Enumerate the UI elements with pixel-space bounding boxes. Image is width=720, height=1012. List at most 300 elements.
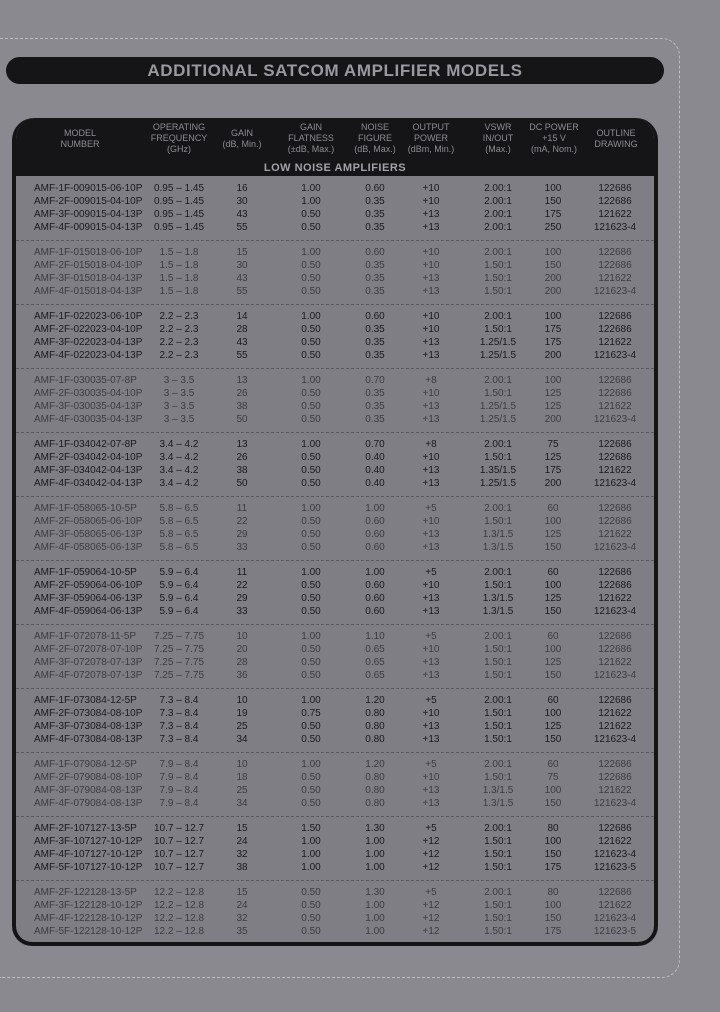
cell-outline-drawing: 121623-4 (593, 286, 637, 297)
cell-gain-flatness: 1.00 (301, 836, 321, 847)
cell-outline-drawing: 121622 (598, 273, 632, 284)
cell-noise-figure: 0.35 (365, 324, 385, 335)
cell-dc-power: 100 (544, 785, 562, 796)
cell-gain-flatness: 1.50 (301, 823, 321, 834)
cell-vswr: 1.25/1.5 (479, 478, 517, 489)
cell-gain: 38 (236, 401, 248, 412)
cell-noise-figure: 1.00 (365, 862, 385, 873)
cell-model-number: AMF-3F-073084-08-13P (34, 721, 143, 732)
cell-outline-drawing: 121623-4 (593, 414, 637, 425)
cell-gain-flatness: 0.50 (301, 772, 321, 783)
cell-gain-flatness: 1.00 (301, 849, 321, 860)
cell-frequency: 0.95 – 1.45 (153, 183, 205, 194)
table-row (16, 464, 654, 477)
table-row (16, 822, 654, 835)
cell-gain-flatness: 1.00 (301, 631, 321, 642)
table-row (16, 285, 654, 298)
cell-gain: 33 (236, 542, 248, 553)
cell-gain: 22 (236, 516, 248, 527)
cell-outline-drawing: 121622 (598, 836, 632, 847)
cell-dc-power: 175 (544, 862, 562, 873)
cell-vswr: 1.50:1 (484, 260, 512, 271)
cell-frequency: 1.5 – 1.8 (159, 247, 199, 258)
cell-model-number: AMF-2F-015018-04-10P (34, 260, 143, 271)
group-divider (16, 816, 654, 817)
group-divider (16, 240, 654, 241)
cell-output-power: +13 (422, 350, 440, 361)
cell-gain-flatness: 0.50 (301, 580, 321, 591)
cell-noise-figure: 0.40 (365, 452, 385, 463)
cell-frequency: 7.25 – 7.75 (153, 631, 205, 642)
cell-outline-drawing: 121623-5 (593, 926, 637, 937)
cell-vswr: 1.50:1 (484, 286, 512, 297)
cell-model-number: AMF-4F-079084-08-13P (34, 798, 143, 809)
cell-outline-drawing: 122686 (598, 695, 632, 706)
cell-dc-power: 200 (544, 478, 562, 489)
cell-output-power: +13 (422, 657, 440, 668)
cell-gain: 34 (236, 798, 248, 809)
cell-model-number: AMF-4F-122128-10-12P (34, 913, 143, 924)
table-row (16, 784, 654, 797)
cell-noise-figure: 0.35 (365, 273, 385, 284)
column-header-noise-figure: NOISE FIGURE (dB, Max.) (354, 122, 396, 154)
table-row (16, 592, 654, 605)
cell-gain: 24 (236, 900, 248, 911)
cell-vswr: 2.00:1 (484, 823, 512, 834)
cell-output-power: +5 (425, 567, 437, 578)
cell-output-power: +13 (422, 734, 440, 745)
table-row (16, 848, 654, 861)
cell-output-power: +10 (422, 644, 440, 655)
cell-vswr: 1.50:1 (484, 657, 512, 668)
cell-outline-drawing: 121622 (598, 900, 632, 911)
cell-output-power: +5 (425, 759, 437, 770)
cell-outline-drawing: 121623-4 (593, 478, 637, 489)
cell-frequency: 2.2 – 2.3 (159, 350, 199, 361)
cell-vswr: 1.50:1 (484, 721, 512, 732)
cell-dc-power: 100 (544, 311, 562, 322)
table-row (16, 400, 654, 413)
cell-dc-power: 150 (544, 606, 562, 617)
cell-gain-flatness: 1.00 (301, 862, 321, 873)
cell-output-power: +13 (422, 337, 440, 348)
cell-dc-power: 60 (547, 695, 559, 706)
cell-gain: 10 (236, 631, 248, 642)
cell-dc-power: 125 (544, 721, 562, 732)
cell-vswr: 1.50:1 (484, 273, 512, 284)
cell-model-number: AMF-4F-009015-04-13P (34, 222, 143, 233)
cell-frequency: 1.5 – 1.8 (159, 273, 199, 284)
cell-gain: 43 (236, 209, 248, 220)
cell-output-power: +10 (422, 196, 440, 207)
cell-model-number: AMF-1F-009015-06-10P (34, 183, 143, 194)
cell-gain: 22 (236, 580, 248, 591)
cell-noise-figure: 0.40 (365, 465, 385, 476)
cell-model-number: AMF-1F-073084-12-5P (34, 695, 137, 706)
cell-frequency: 0.95 – 1.45 (153, 196, 205, 207)
cell-noise-figure: 0.65 (365, 657, 385, 668)
cell-vswr: 2.00:1 (484, 209, 512, 220)
cell-model-number: AMF-1F-079084-12-5P (34, 759, 137, 770)
table-row (16, 720, 654, 733)
table-row (16, 246, 654, 259)
group-divider (16, 624, 654, 625)
cell-noise-figure: 0.60 (365, 247, 385, 258)
cell-noise-figure: 0.60 (365, 311, 385, 322)
cell-model-number: AMF-3F-059064-06-13P (34, 593, 143, 604)
cell-gain: 38 (236, 465, 248, 476)
cell-dc-power: 60 (547, 567, 559, 578)
cell-outline-drawing: 122686 (598, 631, 632, 642)
cell-dc-power: 75 (547, 772, 559, 783)
cell-gain: 14 (236, 311, 248, 322)
cell-outline-drawing: 121623-4 (593, 670, 637, 681)
cell-model-number: AMF-2F-059064-06-10P (34, 580, 143, 591)
cell-output-power: +10 (422, 708, 440, 719)
cell-noise-figure: 1.00 (365, 836, 385, 847)
table-row (16, 656, 654, 669)
cell-noise-figure: 1.00 (365, 913, 385, 924)
cell-output-power: +5 (425, 695, 437, 706)
cell-dc-power: 250 (544, 222, 562, 233)
cell-gain: 11 (236, 567, 248, 578)
cell-outline-drawing: 121622 (598, 465, 632, 476)
cell-frequency: 7.9 – 8.4 (159, 772, 199, 783)
cell-frequency: 3 – 3.5 (163, 375, 195, 386)
cell-gain-flatness: 0.50 (301, 913, 321, 924)
cell-noise-figure: 0.40 (365, 478, 385, 489)
cell-output-power: +13 (422, 286, 440, 297)
cell-model-number: AMF-4F-059064-06-13P (34, 606, 143, 617)
table-row (16, 477, 654, 490)
cell-dc-power: 60 (547, 631, 559, 642)
cell-vswr: 1.50:1 (484, 900, 512, 911)
cell-gain-flatness: 1.00 (301, 196, 321, 207)
cell-vswr: 1.50:1 (484, 849, 512, 860)
cell-frequency: 7.9 – 8.4 (159, 785, 199, 796)
cell-dc-power: 60 (547, 759, 559, 770)
cell-gain: 29 (236, 529, 248, 540)
cell-vswr: 1.25/1.5 (479, 337, 517, 348)
cell-model-number: AMF-2F-022023-04-10P (34, 324, 143, 335)
cell-dc-power: 150 (544, 798, 562, 809)
cell-gain-flatness: 0.50 (301, 516, 321, 527)
table-row (16, 451, 654, 464)
table-row (16, 374, 654, 387)
cell-gain-flatness: 0.50 (301, 209, 321, 220)
cell-frequency: 3.4 – 4.2 (159, 439, 199, 450)
cell-outline-drawing: 121622 (598, 721, 632, 732)
cell-dc-power: 100 (544, 247, 562, 258)
group-divider (16, 752, 654, 753)
cell-noise-figure: 1.00 (365, 567, 385, 578)
cell-frequency: 12.2 – 12.8 (153, 887, 205, 898)
cell-dc-power: 200 (544, 286, 562, 297)
cell-frequency: 3.4 – 4.2 (159, 465, 199, 476)
cell-noise-figure: 0.60 (365, 593, 385, 604)
cell-gain: 15 (236, 247, 248, 258)
cell-output-power: +13 (422, 785, 440, 796)
cell-gain: 50 (236, 414, 248, 425)
cell-dc-power: 100 (544, 375, 562, 386)
cell-noise-figure: 0.65 (365, 670, 385, 681)
cell-vswr: 1.25/1.5 (479, 401, 517, 412)
cell-vswr: 1.50:1 (484, 670, 512, 681)
table-row (16, 541, 654, 554)
cell-gain-flatness: 0.50 (301, 785, 321, 796)
cell-dc-power: 100 (544, 708, 562, 719)
cell-model-number: AMF-1F-034042-07-8P (34, 439, 137, 450)
cell-model-number: AMF-4F-073084-08-13P (34, 734, 143, 745)
cell-gain-flatness: 0.50 (301, 670, 321, 681)
cell-noise-figure: 1.20 (365, 759, 385, 770)
table-row (16, 758, 654, 771)
cell-dc-power: 100 (544, 900, 562, 911)
cell-outline-drawing: 122686 (598, 823, 632, 834)
cell-outline-drawing: 121623-4 (593, 913, 637, 924)
cell-gain: 43 (236, 337, 248, 348)
cell-output-power: +13 (422, 222, 440, 233)
table-row (16, 605, 654, 618)
table-row (16, 349, 654, 362)
table-row (16, 272, 654, 285)
cell-frequency: 5.8 – 6.5 (159, 529, 199, 540)
cell-gain: 55 (236, 286, 248, 297)
cell-vswr: 1.25/1.5 (479, 350, 517, 361)
cell-vswr: 1.50:1 (484, 516, 512, 527)
cell-noise-figure: 0.80 (365, 734, 385, 745)
cell-model-number: AMF-3F-015018-04-13P (34, 273, 143, 284)
cell-dc-power: 150 (544, 196, 562, 207)
table-row (16, 861, 654, 874)
cell-model-number: AMF-4F-072078-07-13P (34, 670, 143, 681)
table-row (16, 208, 654, 221)
cell-frequency: 5.8 – 6.5 (159, 542, 199, 553)
cell-outline-drawing: 122686 (598, 516, 632, 527)
cell-vswr: 2.00:1 (484, 375, 512, 386)
cell-noise-figure: 1.30 (365, 887, 385, 898)
cell-frequency: 0.95 – 1.45 (153, 222, 205, 233)
cell-gain: 30 (236, 260, 248, 271)
cell-vswr: 1.3/1.5 (482, 785, 514, 796)
cell-gain: 55 (236, 222, 248, 233)
cell-dc-power: 125 (544, 388, 562, 399)
cell-gain: 35 (236, 926, 248, 937)
cell-frequency: 1.5 – 1.8 (159, 286, 199, 297)
cell-gain: 11 (236, 503, 248, 514)
cell-frequency: 7.9 – 8.4 (159, 759, 199, 770)
cell-outline-drawing: 121623-4 (593, 734, 637, 745)
cell-output-power: +13 (422, 606, 440, 617)
cell-noise-figure: 0.70 (365, 439, 385, 450)
column-header-vswr: VSWR IN/OUT (Max.) (482, 122, 514, 154)
cell-frequency: 10.7 – 12.7 (153, 836, 205, 847)
cell-gain-flatness: 0.50 (301, 324, 321, 335)
cell-gain: 13 (236, 439, 248, 450)
cell-frequency: 10.7 – 12.7 (153, 823, 205, 834)
cell-outline-drawing: 121623-4 (593, 606, 637, 617)
cell-noise-figure: 0.60 (365, 542, 385, 553)
cell-dc-power: 150 (544, 734, 562, 745)
cell-gain: 25 (236, 721, 248, 732)
cell-dc-power: 150 (544, 849, 562, 860)
cell-vswr: 1.50:1 (484, 772, 512, 783)
cell-output-power: +10 (422, 388, 440, 399)
cell-vswr: 2.00:1 (484, 503, 512, 514)
table-row (16, 925, 654, 938)
column-header-gain-flatness: GAIN FLATNESS (±dB, Max.) (287, 122, 335, 154)
cell-gain-flatness: 0.50 (301, 401, 321, 412)
cell-gain-flatness: 0.50 (301, 388, 321, 399)
cell-frequency: 7.3 – 8.4 (159, 695, 199, 706)
cell-output-power: +10 (422, 324, 440, 335)
cell-gain: 10 (236, 759, 248, 770)
cell-frequency: 1.5 – 1.8 (159, 260, 199, 271)
table-row (16, 643, 654, 656)
cell-gain-flatness: 0.50 (301, 593, 321, 604)
cell-frequency: 12.2 – 12.8 (153, 926, 205, 937)
cell-frequency: 7.3 – 8.4 (159, 708, 199, 719)
column-header-frequency: OPERATING FREQUENCY (GHz) (150, 122, 208, 154)
cell-vswr: 2.00:1 (484, 759, 512, 770)
cell-noise-figure: 1.30 (365, 823, 385, 834)
cell-frequency: 7.3 – 8.4 (159, 721, 199, 732)
cell-outline-drawing: 122686 (598, 759, 632, 770)
cell-model-number: AMF-1F-072078-11-5P (34, 631, 137, 642)
cell-output-power: +8 (425, 375, 437, 386)
cell-frequency: 3.4 – 4.2 (159, 452, 199, 463)
cell-vswr: 1.50:1 (484, 734, 512, 745)
cell-model-number: AMF-3F-107127-10-12P (34, 836, 143, 847)
cell-vswr: 1.50:1 (484, 580, 512, 591)
group-divider (16, 368, 654, 369)
cell-noise-figure: 0.35 (365, 350, 385, 361)
cell-frequency: 12.2 – 12.8 (153, 913, 205, 924)
cell-dc-power: 100 (544, 644, 562, 655)
cell-noise-figure: 0.80 (365, 708, 385, 719)
cell-vswr: 1.3/1.5 (482, 606, 514, 617)
cell-output-power: +10 (422, 516, 440, 527)
cell-gain: 26 (236, 388, 248, 399)
cell-model-number: AMF-3F-079084-08-13P (34, 785, 143, 796)
cell-frequency: 12.2 – 12.8 (153, 900, 205, 911)
cell-gain-flatness: 1.00 (301, 503, 321, 514)
cell-vswr: 1.3/1.5 (482, 593, 514, 604)
cell-dc-power: 80 (547, 887, 559, 898)
cell-gain-flatness: 1.00 (301, 247, 321, 258)
cell-output-power: +5 (425, 631, 437, 642)
cell-gain-flatness: 0.50 (301, 465, 321, 476)
title-banner (6, 57, 664, 84)
cell-model-number: AMF-4F-034042-04-13P (34, 478, 143, 489)
cell-model-number: AMF-2F-073084-08-10P (34, 708, 143, 719)
cell-dc-power: 125 (544, 401, 562, 412)
cell-dc-power: 175 (544, 324, 562, 335)
cell-vswr: 2.00:1 (484, 567, 512, 578)
cell-vswr: 2.00:1 (484, 887, 512, 898)
cell-model-number: AMF-2F-107127-13-5P (34, 823, 137, 834)
cell-vswr: 2.00:1 (484, 695, 512, 706)
table-row (16, 387, 654, 400)
cell-outline-drawing: 121623-5 (593, 862, 637, 873)
column-header-model-number: MODEL NUMBER (60, 128, 100, 149)
cell-dc-power: 100 (544, 580, 562, 591)
table-row (16, 182, 654, 195)
table-row (16, 694, 654, 707)
cell-vswr: 2.00:1 (484, 311, 512, 322)
cell-model-number: AMF-3F-022023-04-13P (34, 337, 143, 348)
cell-model-number: AMF-4F-015018-04-13P (34, 286, 143, 297)
table-row (16, 528, 654, 541)
cell-outline-drawing: 122686 (598, 260, 632, 271)
group-divider (16, 304, 654, 305)
cell-dc-power: 100 (544, 516, 562, 527)
cell-frequency: 5.8 – 6.5 (159, 503, 199, 514)
cell-outline-drawing: 121623-4 (593, 849, 637, 860)
cell-vswr: 1.35/1.5 (479, 465, 517, 476)
cell-noise-figure: 0.70 (365, 375, 385, 386)
cell-output-power: +13 (422, 465, 440, 476)
cell-dc-power: 200 (544, 350, 562, 361)
cell-gain: 29 (236, 593, 248, 604)
cell-frequency: 3 – 3.5 (163, 401, 195, 412)
cell-gain-flatness: 0.50 (301, 734, 321, 745)
cell-output-power: +8 (425, 439, 437, 450)
table-row (16, 899, 654, 912)
cell-output-power: +13 (422, 798, 440, 809)
cell-gain: 10 (236, 695, 248, 706)
cell-outline-drawing: 122686 (598, 311, 632, 322)
cell-gain: 33 (236, 606, 248, 617)
cell-dc-power: 100 (544, 836, 562, 847)
cell-model-number: AMF-1F-022023-06-10P (34, 311, 143, 322)
cell-gain-flatness: 1.00 (301, 695, 321, 706)
table-row (16, 221, 654, 234)
table-row (16, 579, 654, 592)
group-divider (16, 432, 654, 433)
cell-outline-drawing: 121623-4 (593, 350, 637, 361)
cell-gain-flatness: 0.50 (301, 414, 321, 425)
cell-dc-power: 150 (544, 670, 562, 681)
cell-outline-drawing: 121622 (598, 593, 632, 604)
cell-dc-power: 175 (544, 465, 562, 476)
cell-gain: 19 (236, 708, 248, 719)
cell-noise-figure: 1.00 (365, 900, 385, 911)
cell-output-power: +5 (425, 887, 437, 898)
cell-outline-drawing: 121623-4 (593, 542, 637, 553)
cell-gain: 30 (236, 196, 248, 207)
cell-model-number: AMF-3F-058065-06-13P (34, 529, 143, 540)
table-row (16, 771, 654, 784)
cell-noise-figure: 1.00 (365, 849, 385, 860)
cell-model-number: AMF-4F-107127-10-12P (34, 849, 143, 860)
cell-gain-flatness: 0.50 (301, 926, 321, 937)
group-divider (16, 688, 654, 689)
cell-noise-figure: 1.00 (365, 503, 385, 514)
cell-gain-flatness: 0.50 (301, 478, 321, 489)
cell-dc-power: 175 (544, 337, 562, 348)
cell-output-power: +13 (422, 593, 440, 604)
cell-gain: 32 (236, 913, 248, 924)
cell-gain-flatness: 0.50 (301, 337, 321, 348)
cell-dc-power: 60 (547, 503, 559, 514)
cell-model-number: AMF-3F-034042-04-13P (34, 465, 143, 476)
cell-vswr: 1.50:1 (484, 324, 512, 335)
cell-frequency: 3 – 3.5 (163, 388, 195, 399)
cell-noise-figure: 0.35 (365, 260, 385, 271)
cell-vswr: 1.50:1 (484, 836, 512, 847)
cell-frequency: 7.3 – 8.4 (159, 734, 199, 745)
